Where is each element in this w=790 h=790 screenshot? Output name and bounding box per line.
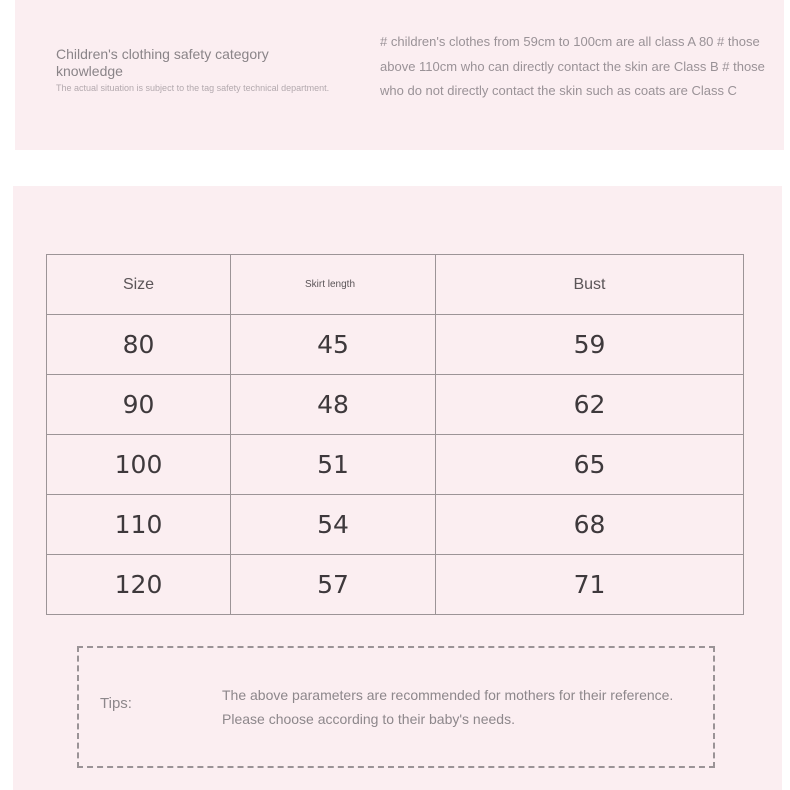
table-header-row bbox=[47, 255, 744, 315]
tips-text: The above parameters are recommended for mothers for their reference. Please choose according to their baby's needs. bbox=[222, 687, 674, 727]
table-row bbox=[47, 375, 744, 435]
cell-size: 120 bbox=[47, 555, 231, 615]
cell-skirt-length: 54 bbox=[231, 495, 436, 555]
safety-subtitle: The actual situation is subject to the tag safety technical department. bbox=[56, 83, 330, 93]
cell-size: 100 bbox=[47, 435, 231, 495]
table-row bbox=[47, 495, 744, 555]
cell-size: 80 bbox=[47, 315, 231, 375]
table-row bbox=[47, 315, 744, 375]
safety-description: # children's clothes from 59cm to 100cm are all class A 80 # those above 110cm who can directly contact the skin are Class B # those who do not directly contact the skin such as coats are Class C bbox=[380, 34, 765, 98]
header-size: Size bbox=[47, 255, 231, 315]
safety-title: Children's clothing safety category knowledge bbox=[56, 46, 269, 79]
size-table bbox=[46, 254, 744, 615]
cell-bust: 65 bbox=[436, 435, 744, 495]
table-row bbox=[47, 555, 744, 615]
cell-skirt-length: 45 bbox=[231, 315, 436, 375]
header-bust: Bust bbox=[436, 255, 744, 315]
size-chart-panel bbox=[13, 186, 782, 790]
cell-bust: 68 bbox=[436, 495, 744, 555]
cell-bust: 62 bbox=[436, 375, 744, 435]
cell-bust: 59 bbox=[436, 315, 744, 375]
table-row bbox=[47, 435, 744, 495]
cell-skirt-length: 48 bbox=[231, 375, 436, 435]
cell-size: 90 bbox=[47, 375, 231, 435]
tips-box bbox=[77, 646, 715, 768]
cell-bust: 71 bbox=[436, 555, 744, 615]
cell-skirt-length: 51 bbox=[231, 435, 436, 495]
safety-info-panel bbox=[15, 0, 784, 150]
cell-skirt-length: 57 bbox=[231, 555, 436, 615]
tips-label: Tips: bbox=[100, 695, 132, 712]
header-skirt-length: Skirt length bbox=[231, 255, 436, 315]
cell-size: 110 bbox=[47, 495, 231, 555]
